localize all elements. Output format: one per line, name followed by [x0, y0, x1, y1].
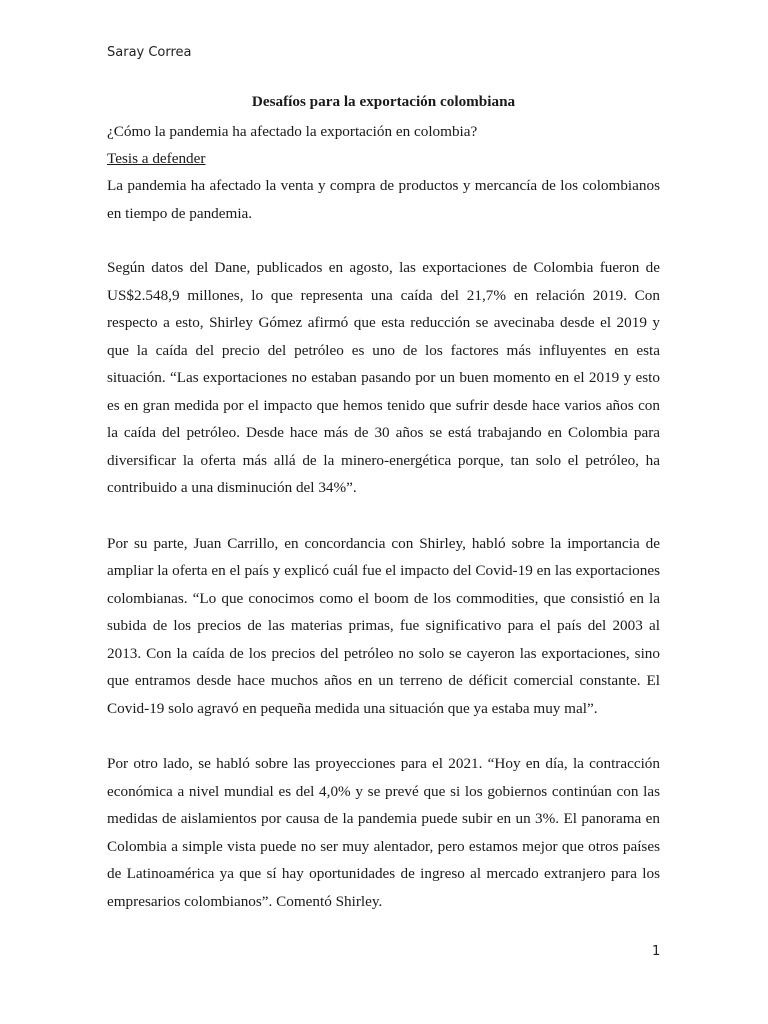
page-number: 1	[652, 944, 661, 959]
paragraph-projections: Por otro lado, se habló sobre las proyecciones para el 2021. “Hoy en día, la contracción económica a nivel mundial es del 4,0% y se prevé que si los gobiernos continúan con las medidas de aislamientos por causa de la pandemia puede subir en un 3%. El panorama en Colombia a simple vista puede no ser muy alentador, pero estamos mejor que otros países de Latinoamérica ya que sí hay oportunidades de ingreso al mercado extranjero para los empresarios colombianos”. Comentó Shirley.	[107, 755, 660, 910]
paragraph-dane-data: Según datos del Dane, publicados en agosto, las exportaciones de Colombia fueron de US$2.548,9 millones, lo que representa una caída del 21,7% en relación 2019. Con respecto a esto, Shirley Gómez afirmó que esta reducción se avecinaba desde el 2019 y que la caída del precio del petróleo es uno de los factores más influyentes en esta situación. “Las exportaciones no estaban pasando por un buen momento en el 2019 y esto es en gran medida por el impacto que hemos tenido que sufrir desde hace varios años con la caída del petróleo. Desde hace más de 30 años se está trabajando en Colombia para diversificar la oferta más allá de la minero-energética porque, tan solo el petróleo, ha contribuido a una disminución del 34%”.	[107, 259, 660, 496]
research-question: ¿Cómo la pandemia ha afectado la exportación en colombia?	[107, 123, 478, 140]
paragraph-thesis: La pandemia ha afectado la venta y compra de productos y mercancía de los colombianos en tiempo de pandemia.	[107, 177, 660, 222]
document-title: Desafíos para la exportación colombiana	[251, 93, 516, 110]
header-author: Saray Correa	[107, 45, 192, 60]
paragraph-juan-carrillo: Por su parte, Juan Carrillo, en concordancia con Shirley, habló sobre la importancia de ampliar la oferta en el país y explicó cuál fue el impacto del Covid-19 en las exportaciones colombianas. “Lo que conocimos como el boom de los commodities, que consistió en la subida de los precios de las materias primas, fue significativo para el país del 2003 al 2013. Con la caída de los precios del petróleo no solo se cayeron las exportaciones, sino que entramos desde hace muchos años en un terreno de déficit comercial constante. El Covid-19 solo agravó en pequeña medida una situación que ya estaba muy mal”.	[107, 534, 660, 717]
document-body	[107, 92, 660, 915]
thesis-label: Tesis a defender	[107, 150, 206, 167]
